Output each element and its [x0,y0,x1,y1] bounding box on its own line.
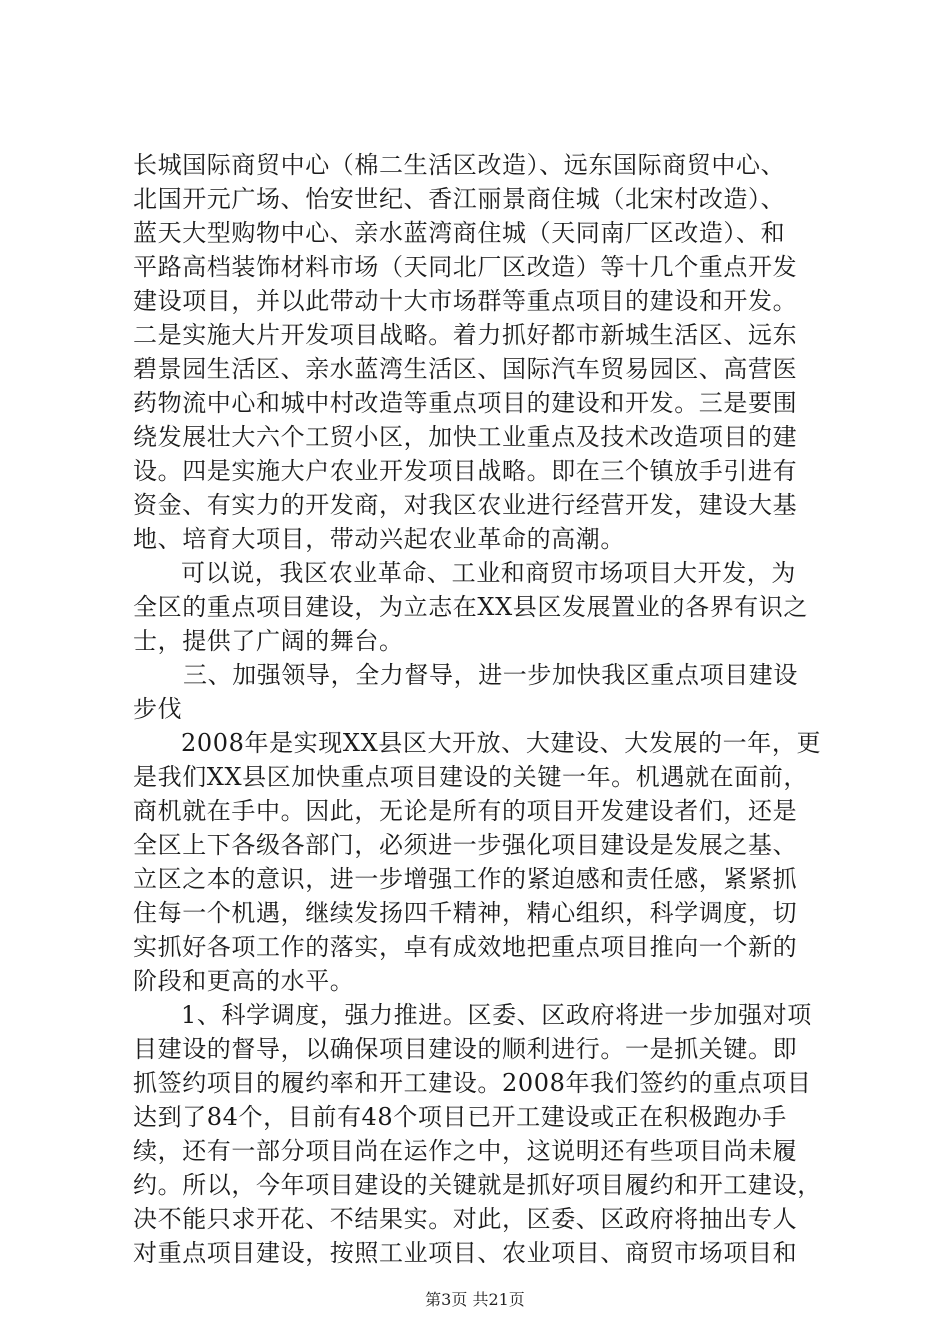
text-line: 药物流中心和城中村改造等重点项目的建设和开发。三是要围 [133,389,798,417]
text-line: 1、科学调度，强力推进。区委、区政府将进一步加强对项 [181,1001,812,1029]
text-line: 2008年是实现XX县区大开放、大建设、大发展的一年，更 [181,729,822,757]
text-line: 碧景园生活区、亲水蓝湾生活区、国际汽车贸易园区、高营医 [133,355,798,383]
page-footer: 第3页 共21页 [425,1290,525,1309]
paragraph-2008 [133,726,833,998]
text-line: 全区上下各级各部门，必须进一步强化项目建设是发展之基、 [133,831,798,859]
text-line: 立区之本的意识，进一步增强工作的紧迫感和责任感，紧紧抓 [133,865,798,893]
text-line: 长城国际商贸中心（棉二生活区改造）、远东国际商贸中心、 [133,151,786,179]
text-line: 目建设的督导，以确保项目建设的顺利进行。一是抓关键。即 [133,1035,798,1063]
text-line: 阶段和更高的水平。 [133,967,355,995]
text-line: 可以说，我区农业革命、工业和商贸市场项目大开发，为 [181,559,796,587]
text-line: 建设项目，并以此带动十大市场群等重点项目的建设和开发。 [133,287,798,315]
text-line: 绕发展壮大六个工贸小区，加快工业重点及技术改造项目的建 [133,423,798,451]
text-line: 三、加强领导，全力督导，进一步加快我区重点项目建设 [183,661,798,689]
text-line: 续，还有一部分项目尚在运作之中，这说明还有些项目尚未履 [133,1137,798,1165]
text-line: 住每一个机遇，继续发扬四千精神，精心组织，科学调度，切 [133,899,798,927]
text-line: 二是实施大片开发项目战略。着力抓好都市新城生活区、远东 [133,321,798,349]
text-line: 全区的重点项目建设，为立志在XX县区发展置业的各界有识之 [133,593,808,621]
text-line: 决不能只求开花、不结果实。对此，区委、区政府将抽出专人 [133,1205,798,1233]
text-line: 设。四是实施大户农业开发项目战略。即在三个镇放手引进有 [133,457,798,485]
text-line: 对重点项目建设，按照工业项目、农业项目、商贸市场项目和 [133,1239,798,1267]
text-line: 是我们XX县区加快重点项目建设的关键一年。机遇就在面前， [133,763,808,791]
text-line: 抓签约项目的履约率和开工建设。2008年我们签约的重点项目 [133,1069,812,1097]
paragraph-scheduling [133,998,833,1270]
text-line: 士，提供了广阔的舞台。 [133,627,404,655]
text-line: 蓝天大型购物中心、亲水蓝湾商住城（天同南厂区改造）、和 [133,219,786,247]
text-line: 步伐 [133,695,183,723]
document-body [133,148,833,1270]
text-line: 北国开元广场、怡安世纪、香江丽景商住城（北宋村改造）、 [133,185,786,213]
text-line: 地、培育大项目，带动兴起农业革命的高潮。 [133,525,625,553]
text-line: 达到了84个，目前有48个项目已开工建设或正在积极跑办手 [133,1103,787,1131]
paragraph-projects-list [133,148,833,556]
section-heading-three [133,658,833,726]
text-line: 实抓好各项工作的落实，卓有成效地把重点项目推向一个新的 [133,933,798,961]
text-line: 商机就在手中。因此，无论是所有的项目开发建设者们，还是 [133,797,798,825]
text-line: 资金、有实力的开发商，对我区农业进行经营开发，建设大基 [133,491,798,519]
text-line: 约。所以，今年项目建设的关键就是抓好项目履约和开工建设， [133,1171,822,1199]
paragraph-summary [133,556,833,658]
text-line: 平路高档装饰材料市场（天同北厂区改造）等十几个重点开发 [133,253,798,281]
